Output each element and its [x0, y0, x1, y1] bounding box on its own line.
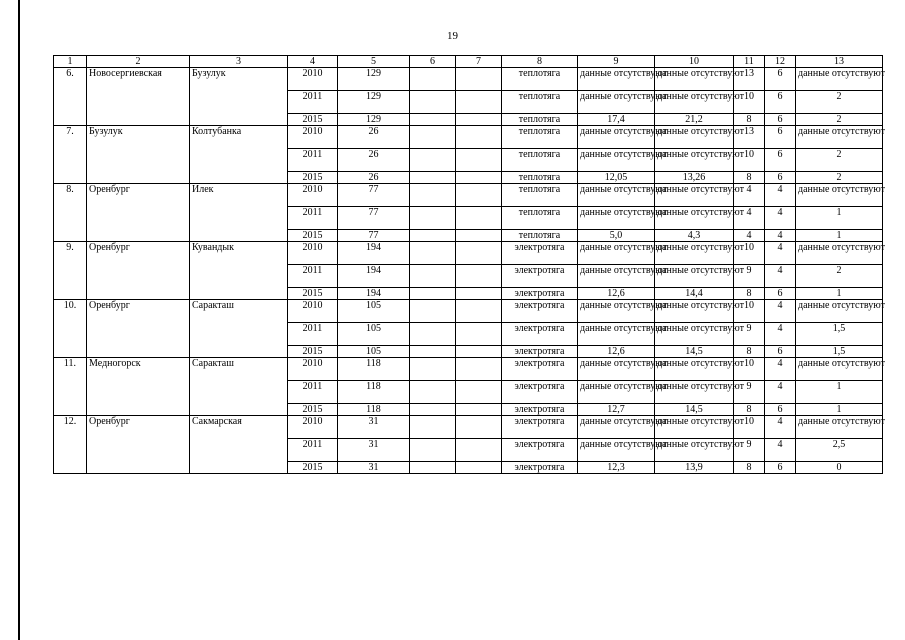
value9-cell: данные отсутствуют [578, 184, 655, 207]
length-cell: 77 [338, 184, 410, 207]
value10-cell: данные отсутствуют [655, 68, 734, 91]
column6-cell [410, 68, 456, 91]
station-to-cell: Саракташ [190, 300, 288, 358]
traction-cell: электротяга [502, 288, 578, 300]
value12-cell: 6 [765, 126, 796, 149]
traction-cell: электротяга [502, 381, 578, 404]
traction-cell: теплотяга [502, 207, 578, 230]
value12-cell: 4 [765, 323, 796, 346]
traction-cell: электротяга [502, 300, 578, 323]
value10-cell: данные отсутствуют [655, 381, 734, 404]
value13-cell: 1 [796, 207, 883, 230]
traction-cell: электротяга [502, 416, 578, 439]
column6-cell [410, 126, 456, 149]
traction-cell: электротяга [502, 346, 578, 358]
value13-cell: 1 [796, 288, 883, 300]
year-cell: 2015 [288, 114, 338, 126]
value11-cell: 4 [734, 207, 765, 230]
value11-cell: 9 [734, 381, 765, 404]
traction-cell: теплотяга [502, 68, 578, 91]
station-to-cell: Саракташ [190, 358, 288, 416]
value9-cell: 17,4 [578, 114, 655, 126]
value13-cell: данные отсутствуют [796, 416, 883, 439]
value11-cell: 10 [734, 242, 765, 265]
column6-cell [410, 404, 456, 416]
page-left-border [18, 0, 20, 640]
column-header: 13 [796, 56, 883, 68]
year-cell: 2015 [288, 288, 338, 300]
length-cell: 26 [338, 126, 410, 149]
value9-cell: данные отсутствуют [578, 416, 655, 439]
value10-cell: данные отсутствуют [655, 149, 734, 172]
traction-cell: электротяга [502, 404, 578, 416]
page-number: 19 [447, 30, 458, 42]
length-cell: 26 [338, 149, 410, 172]
column7-cell [456, 462, 502, 474]
length-cell: 194 [338, 288, 410, 300]
column6-cell [410, 172, 456, 184]
year-cell: 2010 [288, 184, 338, 207]
value9-cell: данные отсутствуют [578, 358, 655, 381]
column7-cell [456, 207, 502, 230]
column6-cell [410, 462, 456, 474]
value11-cell: 8 [734, 462, 765, 474]
value13-cell: 1 [796, 381, 883, 404]
year-cell: 2011 [288, 149, 338, 172]
table-row [54, 126, 883, 149]
column7-cell [456, 346, 502, 358]
column6-cell [410, 230, 456, 242]
station-from-cell: Оренбург [87, 242, 190, 300]
value10-cell: 14,5 [655, 404, 734, 416]
traction-cell: теплотяга [502, 91, 578, 114]
value11-cell: 8 [734, 288, 765, 300]
row-number-cell: 8. [54, 184, 87, 242]
row-number-cell: 11. [54, 358, 87, 416]
row-number-cell: 7. [54, 126, 87, 184]
traction-cell: электротяга [502, 439, 578, 462]
value11-cell: 8 [734, 404, 765, 416]
column7-cell [456, 416, 502, 439]
length-cell: 105 [338, 300, 410, 323]
value13-cell: данные отсутствуют [796, 184, 883, 207]
value11-cell: 10 [734, 149, 765, 172]
length-cell: 77 [338, 230, 410, 242]
value11-cell: 8 [734, 346, 765, 358]
value12-cell: 4 [765, 207, 796, 230]
value13-cell: данные отсутствуют [796, 242, 883, 265]
value11-cell: 4 [734, 230, 765, 242]
column7-cell [456, 230, 502, 242]
value11-cell: 8 [734, 114, 765, 126]
year-cell: 2011 [288, 323, 338, 346]
table-row [54, 242, 883, 265]
length-cell: 129 [338, 91, 410, 114]
value10-cell: данные отсутствуют [655, 207, 734, 230]
column6-cell [410, 381, 456, 404]
length-cell: 118 [338, 358, 410, 381]
table-row [54, 300, 883, 323]
station-from-cell: Оренбург [87, 184, 190, 242]
value11-cell: 10 [734, 300, 765, 323]
value9-cell: данные отсутствуют [578, 126, 655, 149]
value11-cell: 9 [734, 323, 765, 346]
value11-cell: 9 [734, 439, 765, 462]
column6-cell [410, 439, 456, 462]
value11-cell: 13 [734, 126, 765, 149]
column6-cell [410, 358, 456, 381]
value13-cell: 1,5 [796, 323, 883, 346]
value10-cell: данные отсутствуют [655, 300, 734, 323]
traction-cell: электротяга [502, 242, 578, 265]
column7-cell [456, 114, 502, 126]
value12-cell: 6 [765, 288, 796, 300]
year-cell: 2010 [288, 68, 338, 91]
traction-cell: электротяга [502, 462, 578, 474]
header-row [54, 56, 883, 68]
length-cell: 194 [338, 242, 410, 265]
column7-cell [456, 439, 502, 462]
value10-cell: данные отсутствуют [655, 265, 734, 288]
column-header: 1 [54, 56, 87, 68]
column7-cell [456, 381, 502, 404]
value12-cell: 6 [765, 68, 796, 91]
value9-cell: данные отсутствуют [578, 68, 655, 91]
column-header: 3 [190, 56, 288, 68]
value12-cell: 4 [765, 439, 796, 462]
value13-cell: 2,5 [796, 439, 883, 462]
column6-cell [410, 416, 456, 439]
row-number-cell: 10. [54, 300, 87, 358]
column7-cell [456, 242, 502, 265]
table-row [54, 184, 883, 207]
length-cell: 129 [338, 68, 410, 91]
column6-cell [410, 288, 456, 300]
value13-cell: 2 [796, 149, 883, 172]
value13-cell: данные отсутствуют [796, 358, 883, 381]
column7-cell [456, 358, 502, 381]
value12-cell: 6 [765, 114, 796, 126]
value12-cell: 6 [765, 172, 796, 184]
station-from-cell: Оренбург [87, 300, 190, 358]
column-header: 11 [734, 56, 765, 68]
length-cell: 31 [338, 416, 410, 439]
station-to-cell: Илек [190, 184, 288, 242]
year-cell: 2015 [288, 404, 338, 416]
value13-cell: 2 [796, 114, 883, 126]
value10-cell: данные отсутствуют [655, 242, 734, 265]
value9-cell: 5,0 [578, 230, 655, 242]
year-cell: 2010 [288, 358, 338, 381]
year-cell: 2011 [288, 265, 338, 288]
column-header: 4 [288, 56, 338, 68]
value12-cell: 6 [765, 462, 796, 474]
year-cell: 2011 [288, 207, 338, 230]
station-to-cell: Сакмарская [190, 416, 288, 474]
value12-cell: 4 [765, 416, 796, 439]
value10-cell: 14,5 [655, 346, 734, 358]
value9-cell: данные отсутствуют [578, 323, 655, 346]
traction-cell: теплотяга [502, 184, 578, 207]
station-from-cell: Оренбург [87, 416, 190, 474]
column-header: 2 [87, 56, 190, 68]
value10-cell: данные отсутствуют [655, 184, 734, 207]
data-table [53, 55, 883, 474]
year-cell: 2011 [288, 381, 338, 404]
column6-cell [410, 300, 456, 323]
column6-cell [410, 323, 456, 346]
value12-cell: 6 [765, 91, 796, 114]
year-cell: 2011 [288, 91, 338, 114]
value12-cell: 4 [765, 230, 796, 242]
value9-cell: 12,3 [578, 462, 655, 474]
value12-cell: 6 [765, 346, 796, 358]
column6-cell [410, 242, 456, 265]
value12-cell: 4 [765, 381, 796, 404]
column-header: 12 [765, 56, 796, 68]
value9-cell: данные отсутствуют [578, 439, 655, 462]
traction-cell: теплотяга [502, 230, 578, 242]
column6-cell [410, 346, 456, 358]
station-from-cell: Бузулук [87, 126, 190, 184]
row-number-cell: 12. [54, 416, 87, 474]
traction-cell: теплотяга [502, 114, 578, 126]
value9-cell: 12,6 [578, 288, 655, 300]
value12-cell: 4 [765, 265, 796, 288]
length-cell: 26 [338, 172, 410, 184]
column-header: 5 [338, 56, 410, 68]
value10-cell: данные отсутствуют [655, 416, 734, 439]
value13-cell: 0 [796, 462, 883, 474]
value10-cell: данные отсутствуют [655, 323, 734, 346]
value12-cell: 6 [765, 149, 796, 172]
value13-cell: 2 [796, 91, 883, 114]
length-cell: 194 [338, 265, 410, 288]
table-row [54, 416, 883, 439]
year-cell: 2010 [288, 242, 338, 265]
value9-cell: данные отсутствуют [578, 381, 655, 404]
value10-cell: 4,3 [655, 230, 734, 242]
column-header: 10 [655, 56, 734, 68]
value9-cell: данные отсутствуют [578, 149, 655, 172]
station-from-cell: Новосергиевская [87, 68, 190, 126]
value9-cell: 12,05 [578, 172, 655, 184]
length-cell: 77 [338, 207, 410, 230]
value10-cell: 21,2 [655, 114, 734, 126]
length-cell: 118 [338, 381, 410, 404]
column7-cell [456, 184, 502, 207]
length-cell: 31 [338, 439, 410, 462]
column7-cell [456, 68, 502, 91]
traction-cell: теплотяга [502, 126, 578, 149]
value10-cell: 13,9 [655, 462, 734, 474]
station-to-cell: Бузулук [190, 68, 288, 126]
length-cell: 105 [338, 346, 410, 358]
column6-cell [410, 265, 456, 288]
column6-cell [410, 91, 456, 114]
value13-cell: 1 [796, 404, 883, 416]
value10-cell: данные отсутствуют [655, 439, 734, 462]
value11-cell: 10 [734, 91, 765, 114]
length-cell: 105 [338, 323, 410, 346]
column6-cell [410, 207, 456, 230]
value9-cell: данные отсутствуют [578, 207, 655, 230]
length-cell: 31 [338, 462, 410, 474]
value12-cell: 4 [765, 242, 796, 265]
table-body [54, 68, 883, 474]
traction-cell: электротяга [502, 265, 578, 288]
value13-cell: 1 [796, 230, 883, 242]
column6-cell [410, 184, 456, 207]
value10-cell: 13,26 [655, 172, 734, 184]
value12-cell: 4 [765, 358, 796, 381]
value13-cell: данные отсутствуют [796, 126, 883, 149]
traction-cell: электротяга [502, 358, 578, 381]
year-cell: 2015 [288, 346, 338, 358]
value12-cell: 4 [765, 300, 796, 323]
traction-cell: электротяга [502, 323, 578, 346]
value11-cell: 13 [734, 68, 765, 91]
value11-cell: 10 [734, 358, 765, 381]
station-from-cell: Медногорск [87, 358, 190, 416]
value9-cell: данные отсутствуют [578, 91, 655, 114]
value9-cell: данные отсутствуют [578, 265, 655, 288]
year-cell: 2015 [288, 462, 338, 474]
value10-cell: 14,4 [655, 288, 734, 300]
value12-cell: 4 [765, 184, 796, 207]
value9-cell: 12,6 [578, 346, 655, 358]
row-number-cell: 6. [54, 68, 87, 126]
column7-cell [456, 149, 502, 172]
value11-cell: 9 [734, 265, 765, 288]
column7-cell [456, 126, 502, 149]
column7-cell [456, 404, 502, 416]
year-cell: 2015 [288, 172, 338, 184]
value10-cell: данные отсутствуют [655, 126, 734, 149]
year-cell: 2015 [288, 230, 338, 242]
value10-cell: данные отсутствуют [655, 358, 734, 381]
value11-cell: 8 [734, 172, 765, 184]
value13-cell: 2 [796, 265, 883, 288]
year-cell: 2011 [288, 439, 338, 462]
column7-cell [456, 288, 502, 300]
column6-cell [410, 149, 456, 172]
column-header: 9 [578, 56, 655, 68]
value9-cell: 12,7 [578, 404, 655, 416]
column-header: 6 [410, 56, 456, 68]
year-cell: 2010 [288, 416, 338, 439]
value10-cell: данные отсутствуют [655, 91, 734, 114]
column7-cell [456, 265, 502, 288]
value11-cell: 10 [734, 416, 765, 439]
value13-cell: данные отсутствуют [796, 300, 883, 323]
year-cell: 2010 [288, 300, 338, 323]
traction-cell: теплотяга [502, 149, 578, 172]
value13-cell: 2 [796, 172, 883, 184]
column7-cell [456, 172, 502, 184]
value9-cell: данные отсутствуют [578, 242, 655, 265]
length-cell: 118 [338, 404, 410, 416]
column7-cell [456, 91, 502, 114]
value11-cell: 4 [734, 184, 765, 207]
table-row [54, 358, 883, 381]
year-cell: 2010 [288, 126, 338, 149]
column-header: 8 [502, 56, 578, 68]
row-number-cell: 9. [54, 242, 87, 300]
value12-cell: 6 [765, 404, 796, 416]
column7-cell [456, 300, 502, 323]
column6-cell [410, 114, 456, 126]
column7-cell [456, 323, 502, 346]
value13-cell: данные отсутствуют [796, 68, 883, 91]
traction-cell: теплотяга [502, 172, 578, 184]
value13-cell: 1,5 [796, 346, 883, 358]
table-row [54, 68, 883, 91]
length-cell: 129 [338, 114, 410, 126]
station-to-cell: Колтубанка [190, 126, 288, 184]
column-header: 7 [456, 56, 502, 68]
value9-cell: данные отсутствуют [578, 300, 655, 323]
station-to-cell: Кувандык [190, 242, 288, 300]
